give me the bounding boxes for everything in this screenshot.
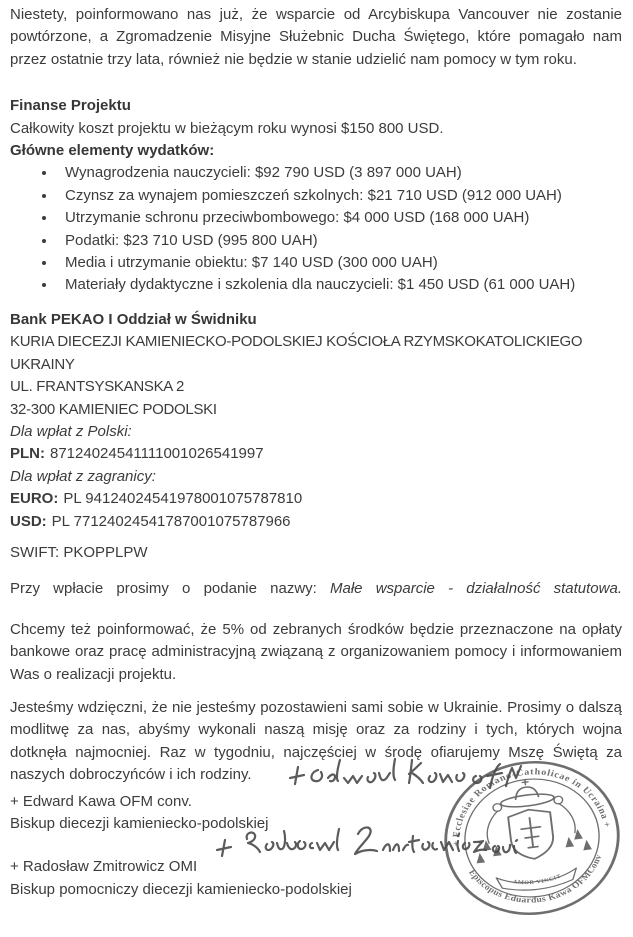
seal-top-text: + Ecclesiae Romano-Catholicae in Ucraina + [450,766,613,847]
thanks-paragraph: Jesteśmy wdzięczni, że nie jesteśmy pozostawieni sami sobie w Ukrainie. Prosimy o dalszą modlitwę za nas, abyśmy wykonali naszą misję oraz za rodziny i tych, których wojna dotknęła najmocniej. Raz w tygodniu, najczęściej w środę ofiarujemy Mszę Świętą za naszych dobroczyńców i ich rodziny. [10,698,622,784]
finance-heading: Finanse Projektu [10,97,131,115]
expense-item: • Wynagrodzenia nauczycieli: $92 790 USD (3 897 000 UAH) [57,162,622,184]
seal-motto-text: AMOR VINCIT [512,873,563,886]
bank-organization: KURIA DIECEZJI KAMIENIECKO-PODOLSKIEJ KOŚCIOŁA RZYMSKOKATOLICKIEGO UKRAINY [10,333,583,373]
finance-total-line: Całkowity koszt projektu w bieżącym roku wynosi $150 800 USD. [10,119,444,137]
bank-city: 32-300 KAMIENIEC PODOLSKI [10,400,217,418]
foreign-payments-label: Dla wpłat z zagranicy: [10,467,156,485]
expense-item: • Media i utrzymanie obiektu: $7 140 USD (300 000 UAH) [57,252,622,274]
payment-note-prefix: Przy wpłacie prosimy o podanie nazwy: [10,580,317,598]
seal-bottom-text: Episcopus Eduardus Kawa OFMConv [466,853,604,905]
bank-street: UL. FRANTSYSKANSKA 2 [10,378,185,396]
signatory-block-1 [10,791,622,836]
expense-item: • Materiały dydaktyczne i szkolenia dla nauczycieli: $1 450 USD (61 000 UAH) [57,274,622,296]
signatory-title: Biskup pomocniczy diecezji kamieniecko-podolskiej [10,880,352,898]
intro-paragraph: Niestety, poinformowano nas już, że wsparcie od Arcybiskupa Vancouver nie zostanie powtórzone, a Zgromadzenie Misyjne Służebnic Ducha Świętego, które pomagało nam przez ostatnie trzy lata, również nie będzie w stanie udzielić nam pomocy w tym roku. [10,6,622,68]
signatory-name: + Radosław Zmitrowicz OMI [10,858,198,876]
domestic-payments-label: Dla wpłat z Polski: [10,422,132,440]
euro-account-line [10,488,622,510]
expense-item: • Utrzymanie schronu przeciwbombowego: $4 000 USD (168 000 UAH) [57,207,622,229]
payment-name-note [10,578,622,600]
swift-line: SWIFT: PKOPPLPW [10,543,148,561]
usd-account-line [10,511,622,533]
usd-account-number: PL 77124024541787001075787966 [51,512,291,530]
expenses-heading: Główne elementy wydatków: [10,142,215,160]
euro-account-number: PL 94124024541978001075787810 [63,490,303,508]
expense-item: • Podatki: $23 710 USD (995 800 UAH) [57,230,622,252]
expenses-list [10,162,622,296]
signatory-title: Biskup diecezji kamieniecko-podolskiej [10,815,269,832]
bank-heading: Bank PEKAO I Oddział w Świdniku [10,310,257,328]
signatory-name: + Edward Kawa OFM conv. [10,792,192,810]
pln-label: PLN: [10,445,45,463]
expense-item: • Czynsz za wynajem pomieszczeń szkolnych: $21 710 USD (912 000 UAH) [57,185,622,207]
signatory-block-2 [10,856,622,901]
payment-transfer-title: Małe wsparcie - działalność statutowa. [330,580,622,598]
pln-account-line [10,443,622,465]
euro-label: EURO: [10,490,59,508]
pln-account-number: 87124024541111001026541997 [50,445,264,463]
fees-paragraph: Chcemy też poinformować, że 5% od zebranych środków będzie przeznaczone na opłaty bankowe oraz pracę administracyjną związaną z organizowaniem pomocy i informowaniem Was o realizacji projektu. [10,620,622,683]
usd-label: USD: [10,512,47,530]
